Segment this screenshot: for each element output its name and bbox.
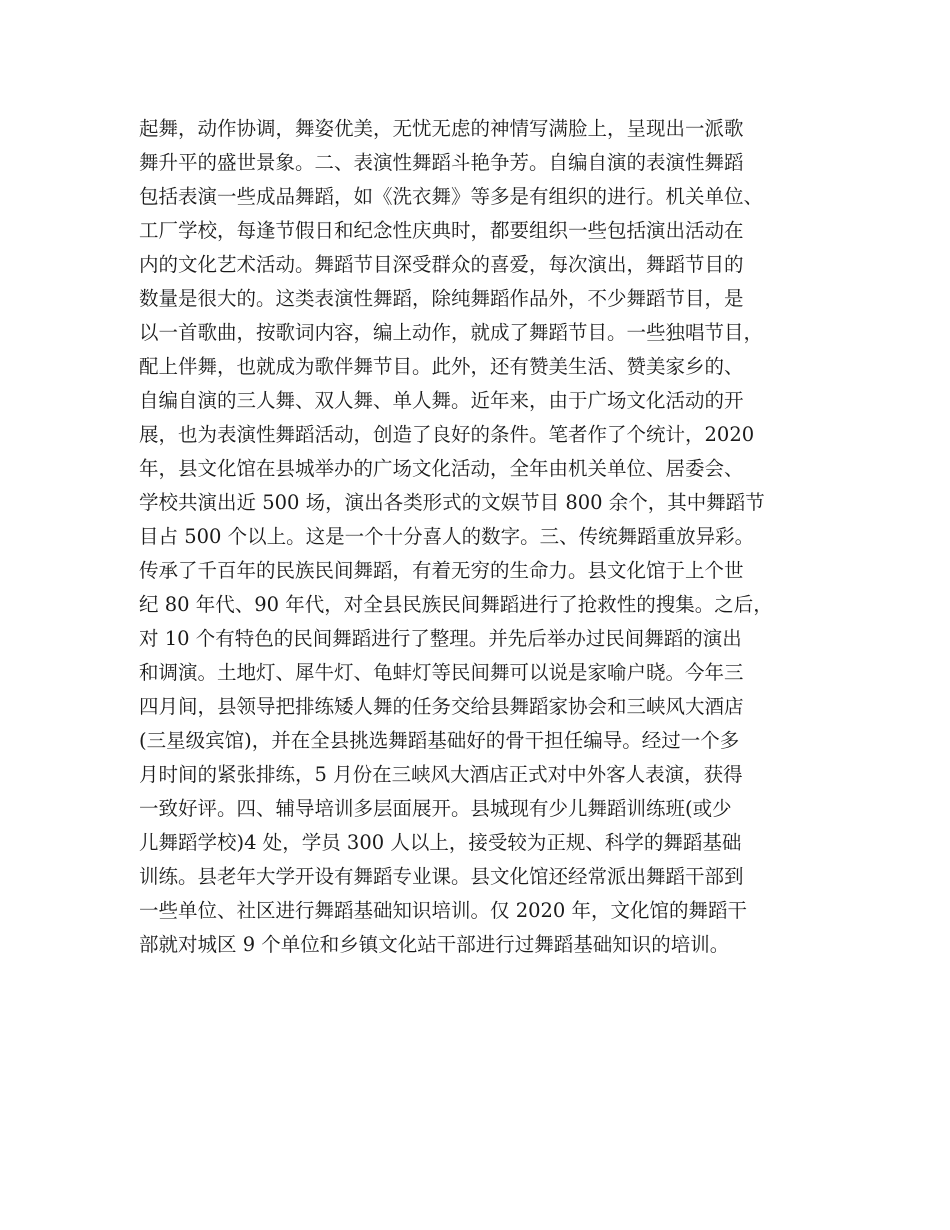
text-line: 儿舞蹈学校)4 处，学员 300 人以上，接受较为正规、科学的舞蹈基础 xyxy=(139,831,742,854)
text-line: 学校共演出近 500 场，演出各类形式的文娱节目 800 余个，其中舞蹈节 xyxy=(139,491,765,514)
text-line: 对 10 个有特色的民间舞蹈进行了整理。并先后举办过民间舞蹈的演出 xyxy=(139,627,742,650)
text-line: 部就对城区 9 个单位和乡镇文化站干部进行过舞蹈基础知识的培训。 xyxy=(139,933,730,956)
text-line: 一些单位、社区进行舞蹈基础知识培训。仅 2020 年，文化馆的舞蹈干 xyxy=(139,899,748,922)
text-line: 内的文化艺术活动。舞蹈节目深受群众的喜爱，每次演出，舞蹈节目的 xyxy=(139,253,744,276)
text-line: 数量是很大的。这类表演性舞蹈，除纯舞蹈作品外，不少舞蹈节目，是 xyxy=(139,287,744,310)
text-line: 目占 500 个以上。这是一个十分喜人的数字。三、传统舞蹈重放异彩。 xyxy=(139,525,755,548)
text-line: (三星级宾馆)，并在全县挑选舞蹈基础好的骨干担任编导。经过一个多 xyxy=(139,729,740,752)
body-text xyxy=(139,112,829,962)
text-line: 传承了千百年的民族民间舞蹈，有着无穷的生命力。县文化馆于上个世 xyxy=(139,559,744,582)
text-line: 自编自演的三人舞、双人舞、单人舞。近年来，由于广场文化活动的开 xyxy=(139,389,744,412)
text-line: 起舞，动作协调，舞姿优美，无忧无虑的神情写满脸上，呈现出一派歌 xyxy=(139,117,744,140)
text-line: 年，县文化馆在县城举办的广场文化活动，全年由机关单位、居委会、 xyxy=(139,457,744,480)
text-line: 四月间，县领导把排练矮人舞的任务交给县舞蹈家协会和三峡风大酒店 xyxy=(139,695,744,718)
text-line: 一致好评。四、辅导培训多层面展开。县城现有少儿舞蹈训练班(或少 xyxy=(139,797,732,820)
text-line: 训练。县老年大学开设有舞蹈专业课。县文化馆还经常派出舞蹈干部到 xyxy=(139,865,744,888)
text-line: 展，也为表演性舞蹈活动，创造了良好的条件。笔者作了个统计，2020 xyxy=(139,423,755,446)
text-line: 工厂学校，每逢节假日和纪念性庆典时，都要组织一些包括演出活动在 xyxy=(139,219,744,242)
text-line: 包括表演一些成品舞蹈，如《洗衣舞》等多是有组织的进行。机关单位、 xyxy=(139,185,764,208)
text-line: 月时间的紧张排练，5 月份在三峡风大酒店正式对中外客人表演，获得 xyxy=(139,763,743,786)
text-line: 配上伴舞，也就成为歌伴舞节目。此外，还有赞美生活、赞美家乡的、 xyxy=(139,355,744,378)
text-line: 纪 80 年代、90 年代，对全县民族民间舞蹈进行了抢救性的搜集。之后， xyxy=(139,593,773,616)
text-line: 和调演。土地灯、犀牛灯、龟蚌灯等民间舞可以说是家喻户晓。今年三 xyxy=(139,661,744,684)
text-line: 舞升平的盛世景象。二、表演性舞蹈斗艳争芳。自编自演的表演性舞蹈 xyxy=(139,151,744,174)
text-line: 以一首歌曲，按歌词内容，编上动作，就成了舞蹈节目。一些独唱节目， xyxy=(139,321,764,344)
